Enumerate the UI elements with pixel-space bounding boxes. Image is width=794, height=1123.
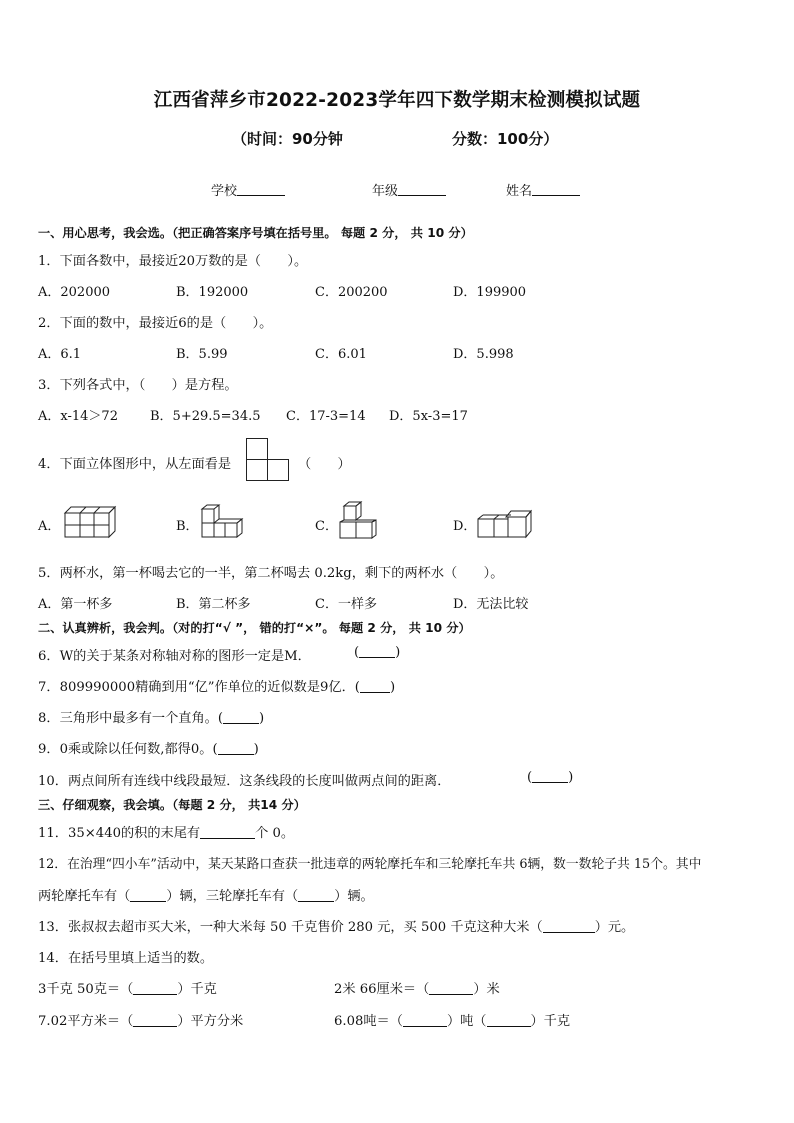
q14-item-1: 3千克 50克＝（ ）千克 (38, 982, 217, 997)
q14-item-3: 7.02平方米＝（ ）平方分米 (38, 1014, 244, 1029)
question-1: 1．下面各数中，最接近20万数的是（ ）。 (38, 254, 308, 269)
q4-option-d: D． (453, 519, 477, 534)
q5-option-a: A．第一杯多 (38, 597, 113, 612)
exam-score: 分数：100分） (452, 130, 559, 148)
q2-option-d: D．5.998 (453, 347, 514, 362)
school-field: 学校 (211, 180, 285, 199)
question-9: 9．0乘或除以任何数,都得0。( ) (38, 742, 259, 757)
q14-item-2: 2米 66厘米＝（ ）米 (334, 982, 500, 997)
section-2-heading: 二、认真辨析，我会判。（对的打“√ ”， 错的打“×”。 每题 2 分， 共 10 分） (38, 621, 471, 635)
q5-option-b: B．第二杯多 (176, 597, 251, 612)
q5-option-c: C．一样多 (315, 597, 377, 612)
question-7: 7．809990000精确到用“亿”作单位的近似数是9亿．( ) (38, 680, 396, 695)
question-12-line-2: 两轮摩托车有（ ）辆，三轮摩托车有（ ）辆。 (38, 889, 374, 904)
question-12: 12．在治理“四小车”活动中，某天某路口查获一批违章的两轮摩托车和三轮摩托车共 6辆，数一数轮子共 15个。其中 (38, 857, 702, 872)
question-2: 2．下面的数中，最接近6的是（ ）。 (38, 316, 273, 331)
q4-option-d-cubes (476, 507, 534, 541)
q4-left-view-figure (244, 437, 292, 483)
question-11: 11．35×440的积的末尾有 个 0。 (38, 826, 295, 841)
section-3-heading: 三、仔细观察，我会填。（每题 2 分， 共14 分） (38, 798, 306, 812)
q3-option-c: C．17-3=14 (286, 409, 366, 424)
q14-item-4: 6.08吨＝（ ）吨（ ）千克 (334, 1014, 571, 1029)
q4-option-b: B． (176, 519, 199, 534)
question-5: 5．两杯水，第一杯喝去它的一半，第二杯喝去 0.2kg，剩下的两杯水（ ）。 (38, 566, 504, 581)
question-3: 3．下列各式中，（ ）是方程。 (38, 378, 238, 393)
q4-option-a: A． (38, 519, 61, 534)
q4-answer-paren: （ ） (298, 457, 351, 472)
q4-option-b-cubes (200, 503, 244, 541)
exam-time: （时间：90分钟 (232, 130, 343, 148)
q1-option-a: A．202000 (38, 285, 111, 300)
q2-option-b: B．5.99 (176, 347, 228, 362)
q4-option-a-cubes (62, 503, 118, 539)
q3-option-b: B．5+29.5=34.5 (150, 409, 261, 424)
q3-option-a: A．x-14＞72 (38, 409, 118, 424)
question-8: 8．三角形中最多有一个直角。( ) (38, 711, 265, 726)
q6-answer-blank: ( ) (354, 645, 401, 660)
question-14: 14．在括号里填上适当的数。 (38, 951, 214, 966)
question-10: 10．两点间所有连线中线段最短．这条线段的长度叫做两点间的距离． (38, 774, 451, 789)
q1-option-d: D．199900 (453, 285, 527, 300)
q2-option-c: C．6.01 (315, 347, 367, 362)
question-4: 4．下面立体图形中，从左面看是 (38, 457, 232, 472)
q10-answer-blank: ( ) (527, 770, 574, 785)
q3-option-d: D．5x-3=17 (389, 409, 468, 424)
q2-option-a: A．6.1 (38, 347, 82, 362)
page-title: 江西省萍乡市2022-2023学年四下数学期末检测模拟试题 (153, 90, 641, 111)
q4-option-c-cubes (338, 500, 380, 542)
question-6: 6．W的关于某条对称轴对称的图形一定是M． (38, 649, 311, 664)
q5-option-d: D．无法比较 (453, 597, 529, 612)
q1-option-b: B．192000 (176, 285, 249, 300)
question-13: 13．张叔叔去超市买大米，一种大米每 50 千克售价 280 元，买 500 千克这种大米（ ）元。 (38, 920, 635, 935)
grade-field: 年级 (372, 180, 446, 199)
q4-option-c: C． (315, 519, 338, 534)
section-1-heading: 一、用心思考，我会选。（把正确答案序号填在括号里。 每题 2 分， 共 10 分） (38, 226, 473, 240)
name-field: 姓名 (506, 180, 580, 199)
q1-option-c: C．200200 (315, 285, 388, 300)
